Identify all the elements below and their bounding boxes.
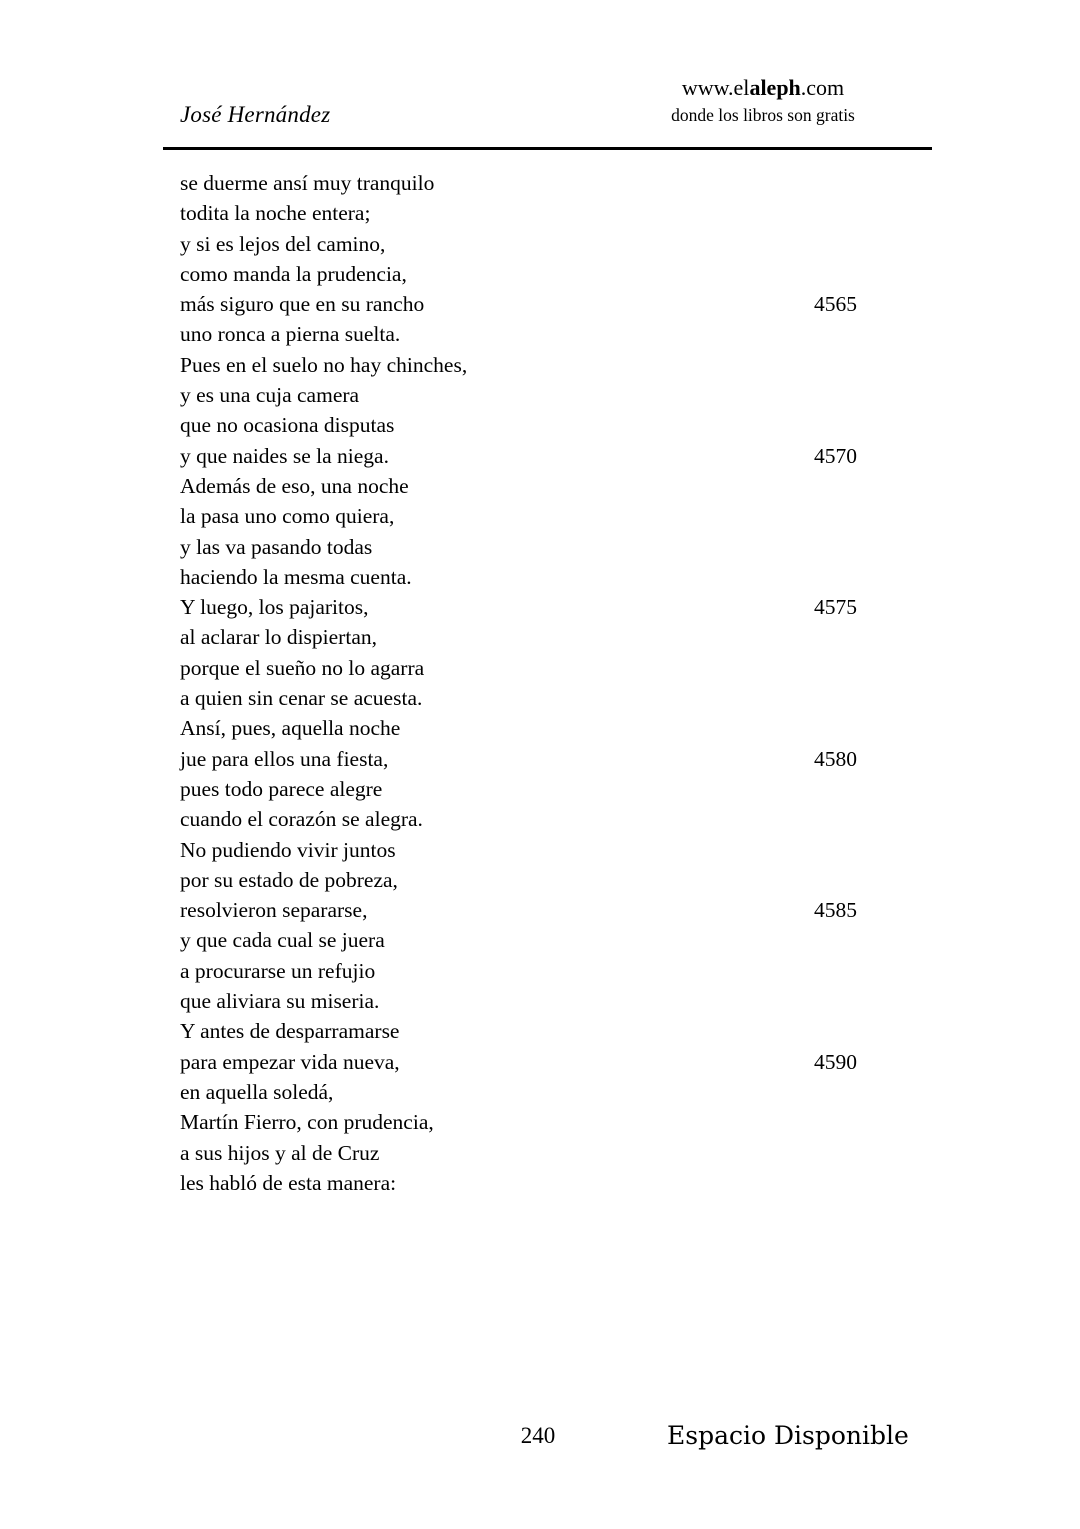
- verse-text: cuando el corazón se alegra.: [180, 807, 423, 832]
- verse-text: No pudiendo vivir juntos: [180, 837, 396, 862]
- verse-text: Además de eso, una noche: [180, 473, 409, 498]
- verse-text: haciendo la mesma cuenta.: [180, 564, 412, 589]
- verse-text: y que cada cual se juera: [180, 928, 385, 953]
- verse-row: [163, 168, 932, 198]
- verse-text: a sus hijos y al de Cruz: [180, 1140, 380, 1165]
- verse-row: [163, 1047, 932, 1077]
- verse-row: [163, 835, 932, 865]
- verse-row: [163, 1138, 932, 1168]
- verse-row: [163, 380, 932, 410]
- verse-row: [163, 441, 932, 471]
- verse-row: [163, 622, 932, 652]
- poem-body: [163, 168, 932, 1198]
- verse-text: que no ocasiona disputas: [180, 413, 395, 438]
- verse-row: [163, 289, 932, 319]
- verse-row: [163, 713, 932, 743]
- verse-line-number: 4570: [814, 443, 857, 468]
- verse-line-number: 4565: [814, 292, 857, 317]
- verse-row: [163, 925, 932, 955]
- verse-text: Y luego, los pajaritos,: [180, 595, 369, 620]
- verse-row: [163, 895, 932, 925]
- verse-text: Ansí, pues, aquella noche: [180, 716, 401, 741]
- verse-text: a procurarse un refujio: [180, 958, 376, 983]
- verse-text: todita la noche entera;: [180, 201, 371, 226]
- brand-url-prefix: www.el: [681, 75, 750, 100]
- verse-row: [163, 653, 932, 683]
- page-footer: [163, 1420, 932, 1470]
- verse-row: [163, 319, 932, 349]
- brand-url-strong: aleph: [749, 75, 801, 100]
- verse-text: Martín Fierro, con prudencia,: [180, 1110, 434, 1135]
- verse-row: [163, 683, 932, 713]
- verse-line-number: 4580: [814, 746, 857, 771]
- verse-text: para empezar vida nueva,: [180, 1049, 400, 1074]
- verse-line-number: 4585: [814, 898, 857, 923]
- verse-row: [163, 259, 932, 289]
- verse-row: [163, 471, 932, 501]
- verse-row: [163, 744, 932, 774]
- verse-text: como manda la prudencia,: [180, 261, 407, 286]
- verse-text: resolvieron separarse,: [180, 898, 368, 923]
- verse-row: [163, 229, 932, 259]
- verse-text: y es una cuja camera: [180, 383, 360, 408]
- verse-text: la pasa uno como quiera,: [180, 504, 395, 529]
- verse-row: [163, 865, 932, 895]
- verse-text: en aquella soledá,: [180, 1079, 334, 1104]
- page-number: 240: [520, 1423, 556, 1448]
- page-header: [163, 62, 932, 134]
- footer-note: Espacio Disponible: [667, 1421, 909, 1450]
- verse-row: [163, 501, 932, 531]
- verse-row: [163, 198, 932, 228]
- verse-text: a quien sin cenar se acuesta.: [180, 686, 423, 711]
- verse-text: al aclarar lo dispiertan,: [180, 625, 377, 650]
- verse-row: [163, 1107, 932, 1137]
- verse-line-number: 4575: [814, 595, 857, 620]
- verse-row: [163, 532, 932, 562]
- verse-text: y que naides se la niega.: [180, 443, 389, 468]
- verse-text: les habló de esta manera:: [180, 1170, 397, 1195]
- verse-row: [163, 774, 932, 804]
- verse-text: que aliviara su miseria.: [180, 989, 380, 1014]
- verse-text: pues todo parece alegre: [180, 776, 383, 801]
- brand-url: [593, 74, 933, 102]
- verse-row: [163, 986, 932, 1016]
- author-name: José Hernández: [180, 102, 331, 127]
- brand-url-suffix: .com: [800, 75, 845, 100]
- verse-text: más siguro que en su rancho: [180, 292, 425, 317]
- verse-text: y las va pasando todas: [180, 534, 373, 559]
- verse-line-number: 4590: [814, 1049, 857, 1074]
- verse-row: [163, 804, 932, 834]
- verse-text: por su estado de pobreza,: [180, 867, 398, 892]
- verse-row: [163, 562, 932, 592]
- verse-text: jue para ellos una fiesta,: [180, 746, 389, 771]
- brand-tagline: donde los libros son gratis: [671, 105, 855, 125]
- verse-text: porque el sueño no lo agarra: [180, 655, 425, 680]
- verse-row: [163, 592, 932, 622]
- verse-text: y si es lejos del camino,: [180, 231, 386, 256]
- verse-row: [163, 1168, 932, 1198]
- verse-row: [163, 410, 932, 440]
- verse-text: se duerme ansí muy tranquilo: [180, 171, 435, 195]
- verse-row: [163, 1077, 932, 1107]
- header-divider: [163, 147, 932, 150]
- publisher-brand: [593, 74, 933, 127]
- verse-row: [163, 1016, 932, 1046]
- verse-row: [163, 956, 932, 986]
- verse-text: Y antes de desparramarse: [180, 1019, 400, 1044]
- verse-text: Pues en el suelo no hay chinches,: [180, 352, 468, 377]
- verse-text: uno ronca a pierna suelta.: [180, 322, 401, 347]
- verse-row: [163, 350, 932, 380]
